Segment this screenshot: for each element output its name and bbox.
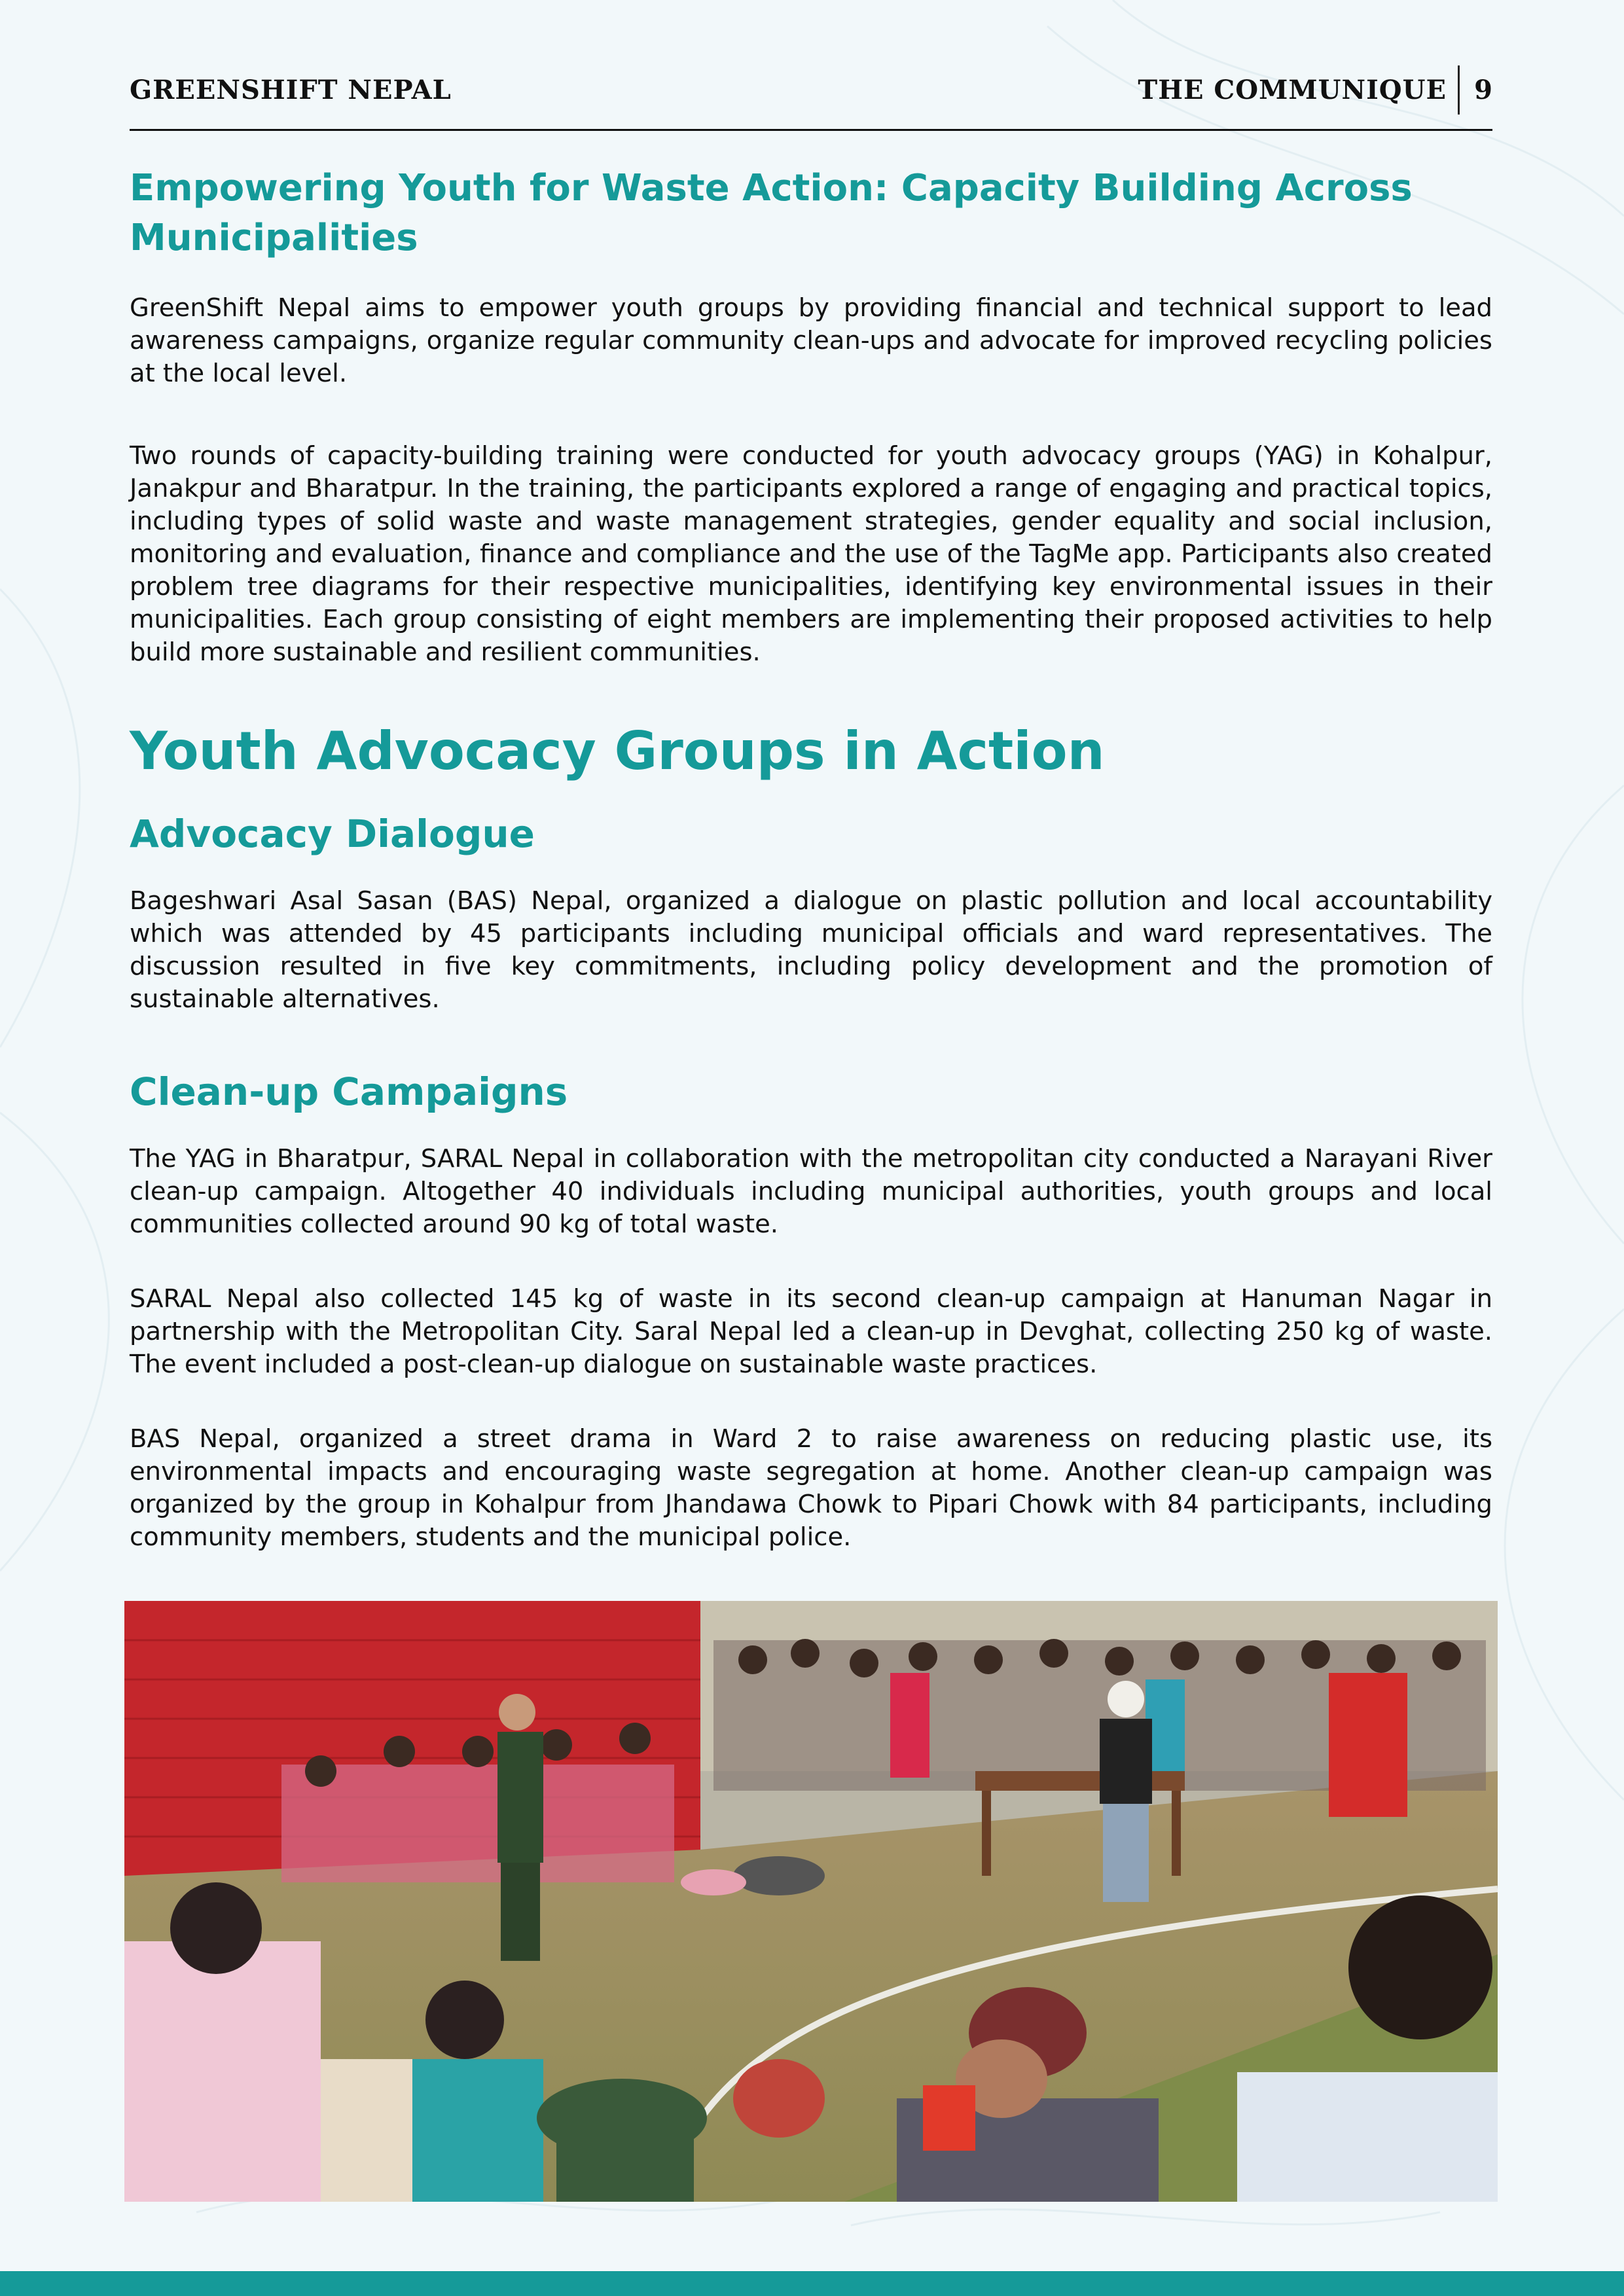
- section-title: Youth Advocacy Groups in Action: [130, 721, 1105, 781]
- cleanup-heading: Clean-up Campaigns: [130, 1069, 568, 1114]
- article-title: Empowering Youth for Waste Action: Capacity Building Across Municipalities: [130, 167, 1413, 259]
- header-separator: [1458, 65, 1460, 115]
- page-header: [130, 65, 1492, 131]
- page-number: 9: [1474, 75, 1492, 105]
- header-rule: [130, 129, 1492, 131]
- cleanup-paragraph-2: SARAL Nepal also collected 145 kg of waste in its second clean-up campaign at Hanuman Nagar in partnership with the Metropolitan City. Saral Nepal led a clean-up in Devghat, collecting 250 kg of waste. The event included a post-clean-up dialogue on sustainable waste practices.: [130, 1284, 1492, 1379]
- page-content: [130, 164, 1492, 1604]
- event-photo: [124, 1601, 1498, 2202]
- article-paragraph-1: GreenShift Nepal aims to empower youth groups by providing financial and technical support to lead awareness campaigns, organize regular community clean-ups and advocate for improved recycling policies at the local level.: [130, 293, 1492, 388]
- cleanup-paragraph-1: The YAG in Bharatpur, SARAL Nepal in collaboration with the metropolitan city conducted a Narayani River clean-up campaign. Altogether 40 individuals including municipal authorities, youth groups and local communities collected around 90 kg of total waste.: [130, 1144, 1492, 1239]
- brand-name: GREENSHIFT NEPAL: [130, 75, 452, 105]
- dialogue-heading: Advocacy Dialogue: [130, 812, 535, 856]
- publication-name: THE COMMUNIQUE: [1138, 75, 1447, 105]
- footer-bar: [0, 2271, 1624, 2296]
- article-paragraph-2: Two rounds of capacity-building training were conducted for youth advocacy groups (YAG) in Kohalpur, Janakpur and Bharatpur. In the training, the participants explored a range of engaging and practical topics, including types of solid waste and waste management strategies, gender equality and social inclusion, monitoring and evaluation, finance and compliance and the use of the TagMe app. Participants also created problem tree diagrams for their respective municipalities, identifying key environmental issues in their municipalities. Each group consisting of eight members are implementing their proposed activities to help build more sustainable and resilient communities.: [130, 441, 1492, 667]
- cleanup-paragraph-3: BAS Nepal, organized a street drama in Ward 2 to raise awareness on reducing plastic use, its environmental impacts and encouraging waste segregation at home. Another clean-up campaign was organized by the group in Kohalpur from Jhandawa Chowk to Pipari Chowk with 84 participants, including community members, students and the municipal police.: [130, 1424, 1492, 1552]
- dialogue-paragraph: Bageshwari Asal Sasan (BAS) Nepal, organized a dialogue on plastic pollution and local accountability which was attended by 45 participants including municipal officials and ward representatives. The discussion resulted in five key commitments, including policy development and the promotion of sustainable alternatives.: [130, 886, 1492, 1014]
